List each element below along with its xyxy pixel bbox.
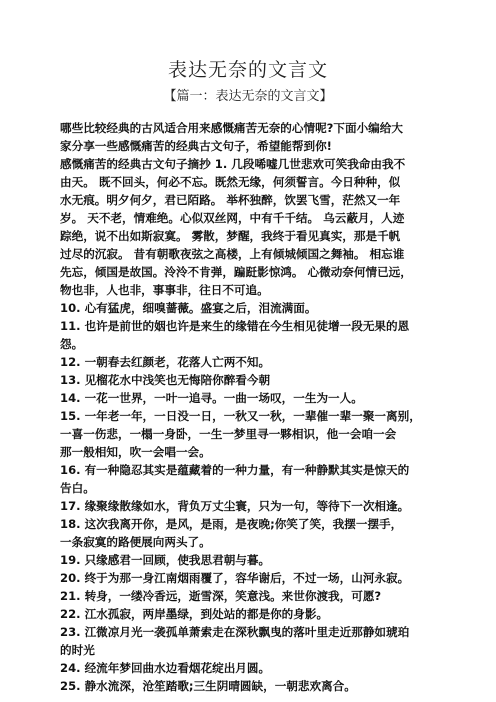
document-title: 表达无奈的文言文 [167, 59, 328, 81]
text-line: 踪绝，说不出如斯寂寞。 雾散，梦醒，我终于看见真实，那是千帆 [60, 229, 401, 243]
text-line: 由天。 既不回头，何必不忘。既然无缘，何须誓言。今日种种，似 [60, 175, 401, 189]
text-line: 水无痕。明夕何夕，君已陌路。 举杯独醉，饮罢飞雪，茫然又一年 [60, 193, 401, 207]
text-line: 岁。 天不老，情难绝。心似双丝网，中有千千结。 乌云蔽月，人迹 [60, 211, 405, 225]
text-line: 怨。 [60, 337, 84, 351]
text-line: 先忘，倾国是故国。泠泠不肯弹，蹁跹影惊鸿。 心微动奈何情已远， [60, 265, 412, 279]
text-line: 11. 也许是前世的姻也许是来生的缘错在今生相见徒增一段无果的恩 [60, 319, 410, 333]
text-line: 20. 终于为那一身江南烟雨覆了，容华谢后，不过一场，山河永寂。 [60, 571, 410, 585]
text-line: 21. 转身，一缕冷香远，逝雪深，笑意浅。来世你渡我，可愿? [60, 589, 382, 603]
text-line: 23. 江微凉月光一袭孤单萧索走在深秋飘曳的落叶里走近那静如琥珀 [60, 625, 410, 639]
text-line: 18. 这次我离开你，是风，是雨，是夜晚;你笑了笑，我摆一摆手， [60, 517, 403, 531]
body-text [60, 119, 438, 695]
section-heading: 【篇一：表达无奈的文言文】 [163, 89, 333, 104]
text-line: 感慨痛苦的经典古文句子摘抄 1. 几段唏嘘几世悲欢可笑我命由我不 [60, 157, 406, 171]
text-line: 的时光 [60, 643, 95, 657]
text-line: 家分享一些感慨痛苦的经典古文句子，希望能帮到你! [60, 139, 332, 153]
text-line: 物也非，人也非，事事非，往日不可追。 [60, 283, 269, 297]
text-line: 告白。 [60, 481, 95, 495]
text-line: 那一般相知，吹一会唱一会。 [60, 445, 211, 459]
text-line: 15. 一年老一年，一日没一日，一秋又一秋，一辈催一辈一聚一离别， [60, 409, 421, 423]
text-line: 14. 一花一世界，一叶一追寻。一曲一场叹，一生为一人。 [60, 391, 363, 405]
text-line: 17. 缘聚缘散缘如水，背负万丈尘寰，只为一句，等待下一次相逢。 [60, 499, 410, 513]
text-line: 16. 有一种隐忍其实是蕴藏着的一种力量，有一种静默其实是惊天的 [60, 463, 410, 477]
text-line: 一喜一伤悲，一榻一身卧，一生一梦里寻一夥相识，他一会咱一会 [60, 427, 397, 441]
text-line: 19. 只缘感君一回顾，使我思君朝与暮。 [60, 553, 271, 567]
text-line: 过尽的沉寂。 昔有朝歌夜弦之高楼，上有倾城倾国之舞袖。 相忘谁 [60, 247, 405, 261]
text-line: 25. 静水流深，沧笙踏歌;三生阴晴圆缺，一朝悲欢离合。 [60, 679, 356, 693]
text-line: 一条寂寞的路便展向两头了。 [60, 535, 211, 549]
text-line: 12. 一朝春去红颜老，花落人亡两不知。 [60, 355, 271, 369]
text-line: 哪些比较经典的古风适合用来感慨痛苦无奈的心情呢?下面小编给大 [60, 121, 403, 135]
text-line: 10. 心有猛虎，细嗅蔷薇。盛宴之后，泪流满面。 [60, 301, 317, 315]
text-line: 22. 江水孤寂，两岸墨绿，到处站的都是你的身影。 [60, 607, 329, 621]
text-line: 24. 经流年梦回曲水边看烟花绽出月圆。 [60, 661, 271, 675]
text-line: 13. 见榴花水中浅笑也无悔陪你醉看今朝 [60, 373, 271, 387]
